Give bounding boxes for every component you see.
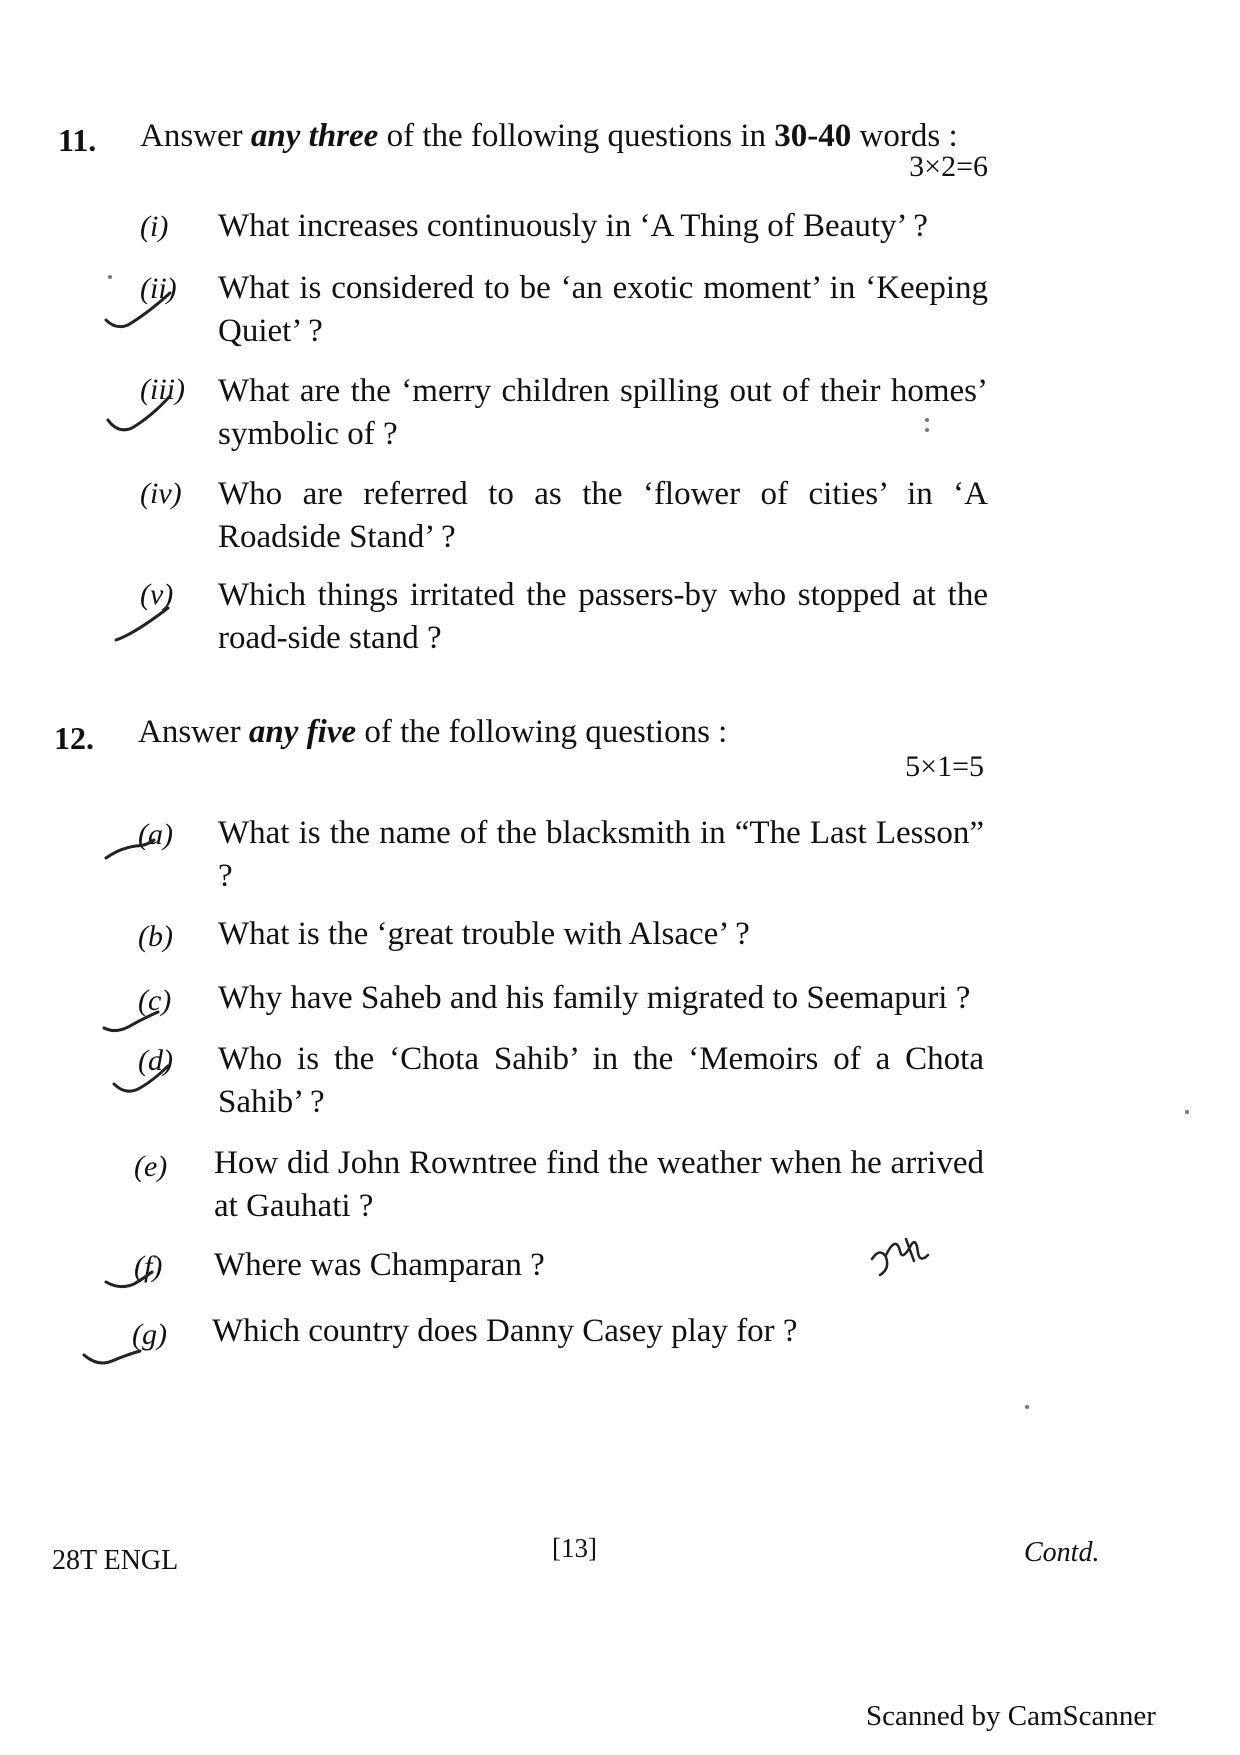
q11-item-iii-text: What are the ‘merry children spilling out of their homes’ symbolic of ? (218, 373, 988, 452)
continued-note: Contd. (1024, 1537, 1100, 1568)
q12-item-g-label: (g) (132, 1318, 167, 1351)
q12-item-a-label: (a) (138, 818, 173, 851)
scan-speck (925, 428, 929, 432)
q12-item-f-label: (f) (134, 1250, 163, 1283)
q11-item-v-label: (v) (140, 578, 174, 611)
q12-item-b-label: (b) (138, 920, 173, 953)
q12-emphasis: any five (248, 714, 357, 750)
scan-speck (108, 275, 112, 279)
q12-item-f-text: Where was Champaran ? (214, 1247, 545, 1283)
q11-item-iv-text: Who are referred to as the ‘flower of cities’ in ‘A Roadside Stand’ ? (218, 476, 988, 555)
q12-lead: Answer (138, 714, 241, 750)
question-11-instruction (140, 118, 958, 155)
q12-item-e-text: How did John Rowntree find the weather when he arrived at Gauhati ? (214, 1145, 984, 1224)
q11-item-ii-label: (ii) (140, 272, 177, 305)
q11-item-iv-label: (iv) (140, 477, 182, 510)
q11-lead: Answer (140, 118, 243, 154)
scan-speck (1185, 1110, 1189, 1114)
scanner-watermark: Scanned by CamScanner (866, 1700, 1156, 1732)
q12-item-b-text: What is the ‘great trouble with Alsace’ ? (218, 916, 750, 952)
q11-item-ii-text: What is considered to be ‘an exotic moment’ in ‘Keeping Quiet’ ? (218, 270, 988, 349)
q12-tail: of the following questions : (364, 714, 728, 750)
q11-item-v-text: Which things irritated the passers-by who stopped at the road-side stand ? (218, 577, 988, 656)
scan-speck (925, 418, 929, 422)
q11-tail: words : (859, 118, 958, 154)
q12-item-c-label: (c) (138, 984, 172, 1017)
question-12-marks: 5×1=5 (905, 750, 984, 783)
scan-speck (1025, 1405, 1029, 1409)
question-12-number: 12. (54, 720, 94, 756)
q11-item-i-label: (i) (140, 210, 169, 243)
question-12-instruction (138, 714, 727, 751)
q11-item-i-text: What increases continuously in ‘A Thing of Beauty’ ? (218, 208, 928, 244)
question-11-number: 11. (58, 122, 97, 158)
q12-item-g-text: Which country does Danny Casey play for ? (212, 1313, 798, 1349)
q11-emphasis: any three (250, 118, 379, 154)
q12-item-c-text: Why have Saheb and his family migrated to Seemapuri ? (218, 980, 971, 1016)
q12-item-d-text: Who is the ‘Chota Sahib’ in the ‘Memoirs of a Chota Sahib’ ? (218, 1041, 984, 1120)
q12-item-e-label: (e) (134, 1150, 168, 1183)
q11-mid: of the following questions in (386, 118, 767, 154)
q11-item-iii-label: (iii) (140, 373, 185, 406)
page-number: [13] (552, 1533, 597, 1563)
paper-code: 28T ENGL (52, 1545, 179, 1576)
question-11-marks: 3×2=6 (909, 150, 988, 183)
q12-item-d-label: (d) (138, 1044, 173, 1077)
q12-item-a-text: What is the name of the blacksmith in “The Last Lesson” ? (218, 815, 984, 894)
q11-word-range: 30-40 (774, 118, 852, 154)
